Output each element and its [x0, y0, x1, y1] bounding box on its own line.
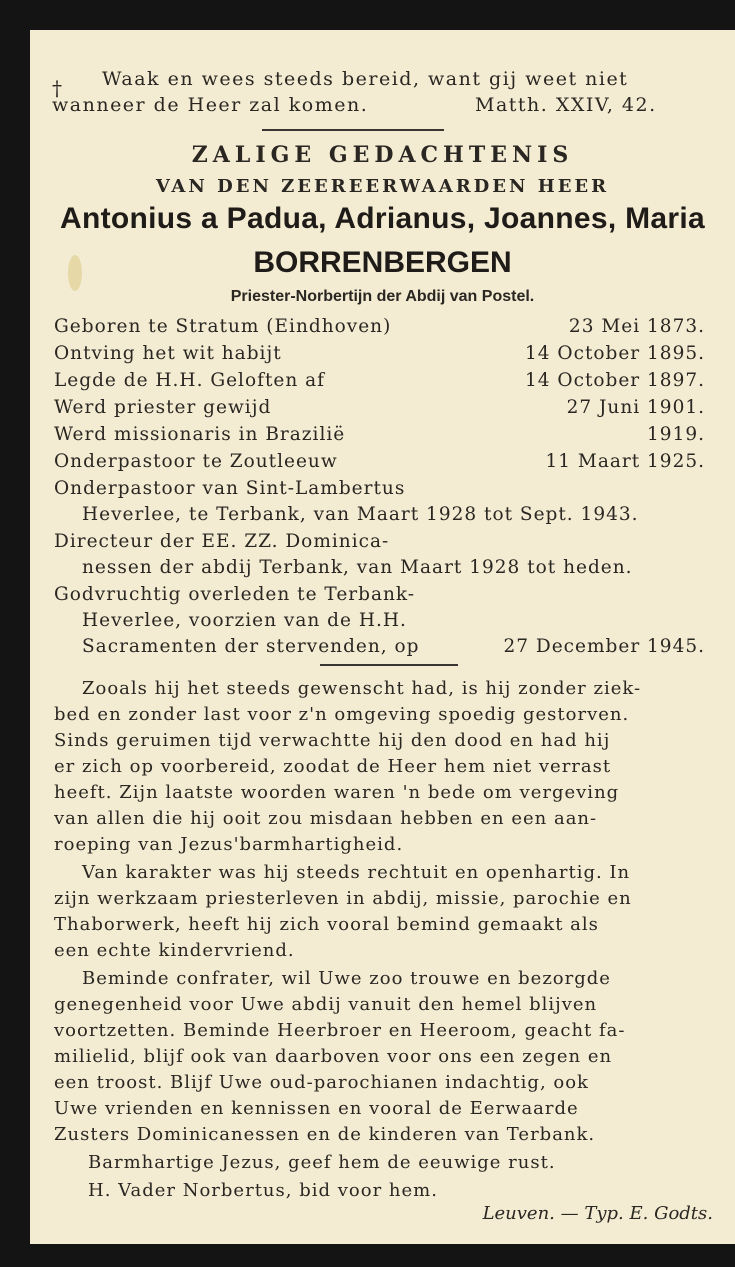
- paragraph-line: roeping van Jezus'barmhartigheid.: [54, 834, 404, 855]
- subtitle: Priester-Norbertijn der Abdij van Postel.: [230, 288, 535, 305]
- life-event-text: Onderpastoor te Zoutleeuw: [54, 451, 338, 472]
- paragraph-line: voortzetten. Beminde Heerbroer en Heeroom, geacht fa-: [54, 1020, 626, 1041]
- heading-line-2: VAN DEN ZEEREERWAARDEN HEER: [155, 176, 610, 197]
- life-event-text: Onderpastoor van Sint-Lambertus: [54, 478, 406, 499]
- paragraph-line: Sinds geruimen tijd verwachtte hij den dood en had hij: [54, 730, 611, 751]
- life-event-date: 14 October 1897.: [525, 370, 705, 391]
- paragraph-line: milielid, blijf ook van daarboven voor ons een zegen en: [54, 1046, 613, 1067]
- life-event-text: Directeur der EE. ZZ. Dominica-: [54, 531, 390, 552]
- prayer-line: H. Vader Norbertus, bid voor hem.: [88, 1180, 438, 1201]
- paragraph-line: Zooals hij het steeds gewenscht had, is hij zonder ziek-: [82, 678, 642, 699]
- paragraph-line: een troost. Blijf Uwe oud-parochianen indachtig, ook: [54, 1072, 589, 1093]
- life-event-text: Godvruchtig overleden te Terbank-: [54, 584, 416, 605]
- given-names: Antonius a Padua, Adrianus, Joannes, Maria: [60, 202, 705, 235]
- paragraph-line: Thaborwerk, heeft hij zich vooral bemind gemaakt als: [54, 914, 599, 935]
- motto-reference: Matth. XXIV, 42.: [475, 94, 657, 116]
- paragraph-line: Uwe vrienden en kennissen en vooral de Eerwaarde: [54, 1098, 579, 1119]
- paragraph-line: heeft. Zijn laatste woorden waren 'n bede om vergeving: [54, 782, 620, 803]
- printer-imprint: Leuven. — Typ. E. Godts.: [482, 1203, 713, 1224]
- paragraph-line: er zich op voorbereid, zoodat de Heer hem niet verrast: [54, 756, 612, 777]
- paragraph-line: Zusters Dominicanessen en de kinderen van Terbank.: [54, 1124, 596, 1145]
- paragraph-line: zijn werkzaam priesterleven in abdij, missie, parochie en: [54, 888, 632, 909]
- paragraph-line: bed en zonder last voor z'n omgeving spoedig gestorven.: [54, 704, 630, 725]
- divider-middle: [320, 664, 458, 666]
- life-event-date: 1919.: [647, 424, 705, 445]
- life-event-text: Werd missionaris in Brazilië: [54, 424, 346, 445]
- divider-top: [262, 129, 444, 131]
- motto-line-2: wanneer de Heer zal komen.: [52, 94, 369, 116]
- life-event-text: nessen der abdij Terbank, van Maart 1928 tot heden.: [82, 557, 633, 578]
- paragraph-line: Van karakter was hij steeds rechtuit en openhartig. In: [82, 862, 631, 883]
- life-event-text: Sacramenten der stervenden, op: [82, 636, 420, 657]
- heading-line-1: ZALIGE GEDACHTENIS: [191, 142, 574, 168]
- life-event-date: 14 October 1895.: [525, 343, 705, 364]
- life-event-text: Legde de H.H. Geloften af: [54, 370, 326, 391]
- cross-icon: †: [52, 76, 62, 100]
- life-event-date: 27 December 1945.: [503, 636, 705, 657]
- paragraph-line: Beminde confrater, wil Uwe zoo trouwe en bezorgde: [82, 968, 611, 989]
- paragraph-line: genegenheid voor Uwe abdij vanuit den hemel blijven: [54, 994, 598, 1015]
- memorial-card: [30, 30, 735, 1244]
- life-event-text: Werd priester gewijd: [54, 397, 272, 418]
- motto-line-1: Waak en wees steeds bereid, want gij weet niet: [102, 68, 629, 90]
- surname: BORRENBERGEN: [253, 246, 512, 279]
- life-event-date: 27 Juni 1901.: [566, 397, 705, 418]
- life-event-date: 11 Maart 1925.: [545, 451, 705, 472]
- paragraph-line: een echte kindervriend.: [54, 940, 295, 961]
- paragraph-line: van allen die hij ooit zou misdaan hebben en een aan-: [54, 808, 598, 829]
- life-event-text: Ontving het wit habijt: [54, 343, 282, 364]
- life-event-text: Heverlee, te Terbank, van Maart 1928 tot Sept. 1943.: [82, 504, 639, 525]
- prayer-line: Barmhartige Jezus, geef hem de eeuwige rust.: [88, 1152, 556, 1173]
- life-event-date: 23 Mei 1873.: [568, 316, 705, 337]
- life-event-text: Geboren te Stratum (Eindhoven): [54, 316, 392, 337]
- life-event-text: Heverlee, voorzien van de H.H.: [82, 610, 407, 631]
